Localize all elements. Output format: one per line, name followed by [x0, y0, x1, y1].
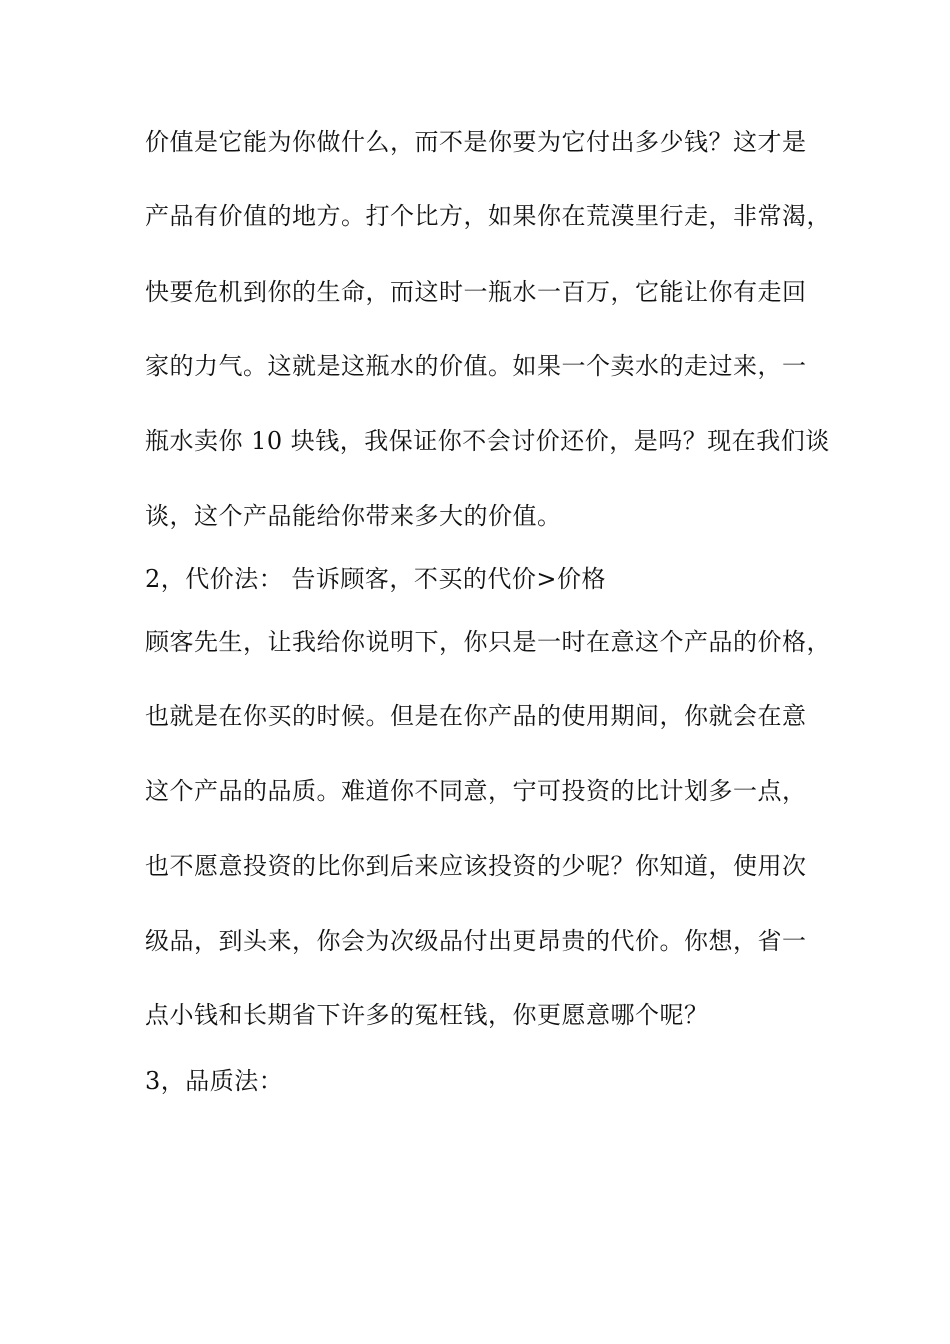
- paragraph-line: 谈，这个产品能给你带来多大的价值。: [145, 502, 562, 530]
- paragraph-line: 家的力气。这就是这瓶水的价值。如果一个卖水的走过来，一: [145, 352, 807, 380]
- paragraph-line: 价值是它能为你做什么，而不是你要为它付出多少钱？这才是: [145, 128, 807, 156]
- paragraph-line: 顾客先生，让我给你说明下，你只是一时在意这个产品的价格，: [145, 628, 831, 656]
- section-heading: 2，代价法： 告诉顾客，不买的代价>价格: [145, 565, 607, 593]
- paragraph-line: 级品，到头来，你会为次级品付出更昂贵的代价。你想，省一: [145, 927, 807, 955]
- paragraph-line: 也就是在你买的时候。但是在你产品的使用期间，你就会在意: [145, 702, 807, 730]
- paragraph-line: 瓶水卖你 10 块钱，我保证你不会讨价还价，是吗？现在我们谈: [145, 427, 830, 455]
- paragraph-line: 快要危机到你的生命，而这时一瓶水一百万，它能让你有走回: [145, 278, 807, 306]
- section-heading: 3，品质法：: [145, 1067, 284, 1095]
- paragraph-line: 产品有价值的地方。打个比方，如果你在荒漠里行走，非常渴，: [145, 202, 831, 230]
- paragraph-line: 这个产品的品质。难道你不同意，宁可投资的比计划多一点，: [145, 777, 807, 805]
- paragraph-line: 点小钱和长期省下许多的冤枉钱，你更愿意哪个呢？: [145, 1001, 709, 1029]
- paragraph-line: 也不愿意投资的比你到后来应该投资的少呢？你知道，使用次: [145, 852, 807, 880]
